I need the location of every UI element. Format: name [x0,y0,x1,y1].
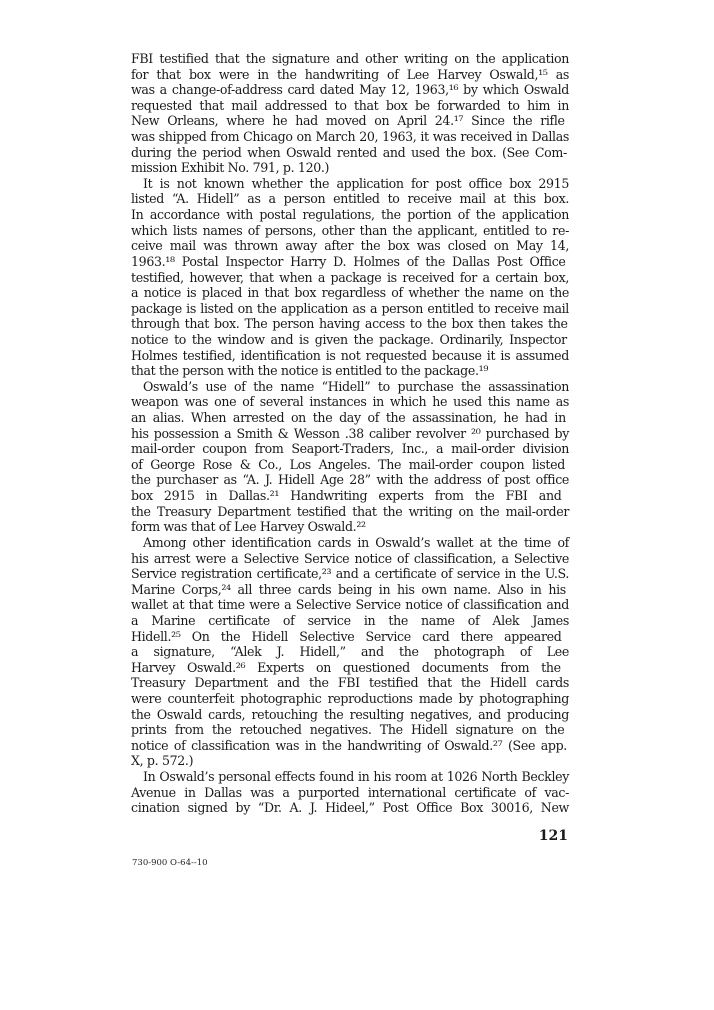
text-line: Treasury Department and the FBI testified that the Hidell cards [131,675,569,691]
text-line: that the person with the notice is entitled to the package.¹⁹ [131,363,489,379]
text-line: package is listed on the application as a person entitled to receive mail [131,300,569,316]
text-line: listed “A. Hidell” as a person entitled to receive mail at this box. [131,191,569,207]
text-line: In Oswald’s personal effects found in his room at 1026 North Beckley [143,769,569,785]
text-line: for that box were in the handwriting of Lee Harvey Oswald,¹⁵ as [131,66,569,82]
text-line: requested that mail addressed to that box be forwarded to him in [131,97,569,113]
text-line: a signature, “Alek J. Hidell,” and the photograph of Lee [131,644,569,660]
body-text [131,51,569,816]
text-line: the Treasury Department testified that the writing on the mail-order [131,503,569,519]
text-line: Oswald’s use of the name “Hidell” to purchase the assassination [143,378,569,394]
text-line: mission Exhibit No. 791, p. 120.) [131,160,330,176]
text-line: a Marine certificate of service in the name of Alek James [131,612,569,628]
text-line: notice to the window and is given the package. Ordinarily, Inspector [131,331,567,347]
text-line: through that box. The person having access to the box then takes the [131,316,568,332]
text-line: was shipped from Chicago on March 20, 1963, it was received in Dallas [131,129,569,145]
text-line: notice of classification was in the handwriting of Oswald.²⁷ (See app. [131,737,567,753]
text-line: the Oswald cards, retouching the resulting negatives, and producing [131,706,569,722]
text-line: weapon was one of several instances in which he used this name as [131,394,569,410]
text-line: was a change-of-address card dated May 12, 1963,¹⁶ by which Oswald [131,82,569,98]
text-line: mail-order coupon from Seaport-Traders, Inc., a mail-order division [131,441,569,457]
text-line: testified, however, that when a package is received for a certain box, [131,269,569,285]
text-line: cination signed by “Dr. A. J. Hideel,” Post Office Box 30016, New [131,800,569,816]
text-line: Harvey Oswald.²⁶ Experts on questioned documents from the [131,659,561,675]
text-line: wallet at that time were a Selective Service notice of classification and [131,597,569,613]
text-line: FBI testified that the signature and other writing on the application [131,51,569,66]
text-line: New Orleans, where he had moved on April 24.¹⁷ Since the rifle [131,113,565,129]
text-line: In accordance with postal regulations, the portion of the application [131,207,569,223]
text-line: It is not known whether the application for post office box 2915 [143,175,569,191]
text-line: Service registration certificate,²³ and a certificate of service in the U.S. [131,566,569,582]
text-line: were counterfeit photographic reproductions made by photographing [131,690,569,706]
text-line: Avenue in Dallas was a purported international certificate of vac- [131,784,569,800]
printer-code: 730-900 O-64--10 [132,858,208,868]
page-number: 121 [538,828,568,844]
text-line: box 2915 in Dallas.²¹ Handwriting experts from the FBI and [131,488,562,504]
text-line: form was that of Lee Harvey Oswald.²² [131,519,366,535]
text-line: the purchaser as “A. J. Hidell Age 28” with the address of post office [131,472,569,488]
text-line: 1963.¹⁸ Postal Inspector Harry D. Holmes of the Dallas Post Office [131,253,566,269]
text-line: prints from the retouched negatives. The Hidell signature on the [131,722,565,738]
text-line: which lists names of persons, other than the applicant, entitled to re- [131,222,569,238]
text-line: an alias. When arrested on the day of the assassination, he had in [131,410,566,426]
text-line: a notice is placed in that box regardless of whether the name on the [131,285,569,301]
text-line: Among other identification cards in Oswald’s wallet at the time of [143,534,569,550]
text-line: during the period when Oswald rented and used the box. (See Com- [131,144,567,160]
text-line: Hidell.²⁵ On the Hidell Selective Service card there appeared [131,628,562,644]
text-line: Marine Corps,²⁴ all three cards being in his own name. Also in his [131,581,566,597]
text-line: Holmes testified, identification is not requested because it is assumed [131,347,569,363]
text-line: X, p. 572.) [131,753,194,769]
text-line: his possession a Smith & Wesson .38 caliber revolver ²⁰ purchased by [131,425,569,441]
text-line: ceive mail was thrown away after the box was closed on May 14, [131,238,569,254]
text-line: his arrest were a Selective Service notice of classification, a Selective [131,550,569,566]
text-line: of George Rose & Co., Los Angeles. The mail-order coupon listed [131,456,565,472]
